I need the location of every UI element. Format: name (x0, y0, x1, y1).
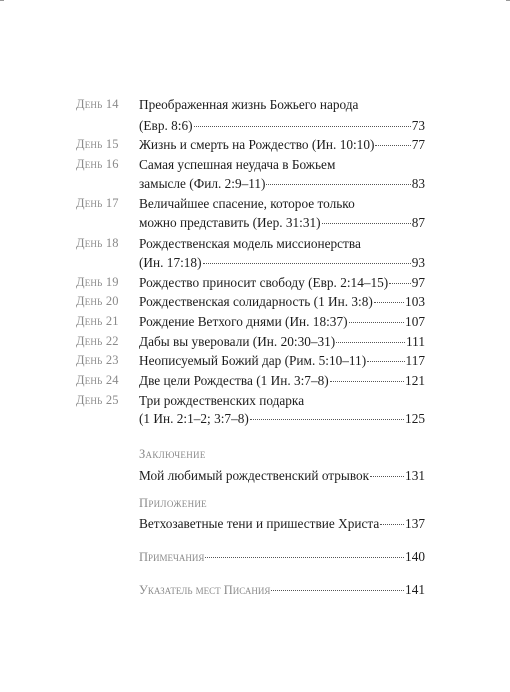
entry-title: Самая успешная неудача в Божьем (139, 157, 336, 172)
entry-title: Неописуемый Божий дар (Рим. 5:10–11) (139, 353, 367, 368)
day-label: День 22 (76, 334, 119, 348)
day-label: День 17 (76, 196, 119, 210)
entry-title: Рождение Ветхого днями (Ин. 18:37) (139, 314, 348, 329)
day-label: День 19 (76, 275, 119, 289)
day-label: День 23 (76, 353, 119, 367)
leader-dots (330, 381, 404, 382)
leader-dots (205, 557, 404, 558)
page-number: 137 (405, 516, 425, 531)
day-label: День 24 (76, 373, 119, 387)
page-number: 121 (405, 373, 425, 388)
page-number: 111 (406, 334, 425, 349)
page-number: 107 (405, 314, 425, 329)
entry-title-cont: (Евр. 8:6) (139, 118, 193, 133)
page-number: 117 (405, 353, 425, 368)
page-number: 93 (411, 255, 425, 270)
leader-dots (375, 145, 410, 146)
leader-dots (250, 419, 404, 420)
entry-title-cont: можно представить (Иер. 31:31) (139, 215, 321, 230)
toc-entry-line (139, 293, 425, 310)
toc-entry-line (139, 467, 425, 484)
toc-entry-line (139, 410, 425, 427)
leader-dots (271, 590, 404, 591)
toc-entry-line (139, 313, 425, 330)
leader-dots (370, 476, 404, 477)
page-number: 87 (411, 215, 425, 230)
toc-entry-line (139, 274, 425, 291)
toc-entry-line (139, 372, 425, 389)
page-number: 83 (411, 176, 425, 191)
toc-entry-line (139, 214, 425, 231)
leader-dots (266, 184, 410, 185)
section-heading-appendix: Приложение (139, 496, 207, 510)
page-number: 97 (411, 275, 425, 290)
entry-title: Преображенная жизнь Божьего народа (139, 97, 359, 112)
entry-title-cont: (1 Ин. 2:1–2; 3:7–8) (139, 411, 249, 426)
entry-title: Две цели Рождества (1 Ин. 3:7–8) (139, 373, 329, 388)
day-label: День 15 (76, 137, 119, 151)
page-number: 73 (411, 118, 425, 133)
entry-title-cont: (Ин. 17:18) (139, 255, 202, 270)
toc-entry-line (139, 175, 425, 192)
day-label: День 20 (76, 294, 119, 308)
toc-entry-line (139, 515, 425, 532)
day-label: День 25 (76, 393, 119, 407)
page-number: 103 (405, 294, 425, 309)
leader-dots (349, 322, 405, 323)
toc-entry-line (139, 254, 425, 271)
entry-title: Примечания (139, 550, 205, 564)
entry-title: Рождество приносит свободу (Евр. 2:14–15) (139, 275, 389, 290)
page-number: 125 (405, 411, 425, 426)
entry-title: Мой любимый рождественский отрывок (139, 468, 370, 483)
page-number: 77 (411, 137, 425, 152)
leader-dots (322, 223, 411, 224)
day-label: День 21 (76, 314, 119, 328)
toc-entry-line (139, 136, 425, 153)
section-heading-conclusion: Заключение (139, 447, 206, 461)
leader-dots (389, 283, 410, 284)
toc-entry-line (139, 548, 425, 566)
day-label: День 18 (76, 236, 119, 250)
entry-title: Дабы вы уверовали (Ин. 20:30–31) (139, 334, 336, 349)
leader-dots (367, 361, 404, 362)
leader-dots (203, 263, 411, 264)
page-corner-mark-right (506, 0, 510, 5)
entry-title: Ветхозаветные тени и пришествие Христа (139, 516, 380, 531)
entry-title: Рождественская солидарность (1 Ин. 3:8) (139, 294, 373, 309)
entry-title: Жизнь и смерть на Рождество (Ин. 10:10) (139, 137, 375, 152)
page-number: 131 (405, 468, 425, 483)
leader-dots (374, 302, 404, 303)
entry-title-cont: замысле (Фил. 2:9–11) (139, 176, 266, 191)
entry-title: Рождественская модель миссионерства (139, 236, 361, 251)
entry-title: Три рождественских подарка (139, 393, 305, 408)
toc-entry-line (139, 581, 425, 599)
page-number: 141 (405, 582, 425, 597)
page-corner-mark-left (0, 0, 4, 5)
day-label: День 16 (76, 157, 119, 171)
toc-entry-line (139, 117, 425, 134)
leader-dots (380, 524, 404, 525)
entry-title: Указатель мест Писания (139, 583, 271, 597)
toc-entry-line (139, 333, 425, 350)
toc-entry-line (139, 352, 425, 369)
entry-title: Величайшее спасение, которое только (139, 196, 355, 211)
day-label: День 14 (76, 97, 119, 111)
leader-dots (336, 342, 405, 343)
leader-dots (194, 126, 411, 127)
page-number: 140 (405, 549, 425, 564)
